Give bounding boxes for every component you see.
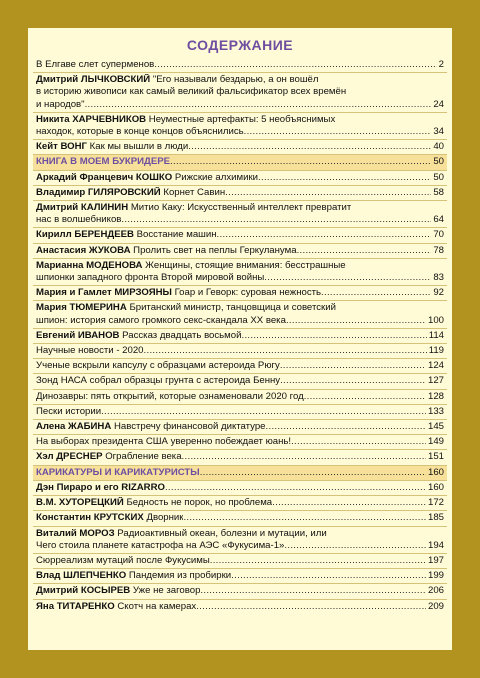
- toc-section[interactable]: [33, 466, 447, 481]
- toc-leader: [244, 126, 432, 138]
- toc-text: [36, 601, 196, 613]
- toc-title: Митио Каку: Искусственный интеллект превратит: [130, 202, 352, 214]
- toc-text: [36, 114, 335, 126]
- toc-leader: [144, 345, 427, 357]
- toc-entry[interactable]: [33, 405, 447, 420]
- toc-title: Чего стоила планете катастрофа на АЭС «Фукусима-1»: [36, 539, 285, 551]
- toc-author: Хэл ДРЕСНЕР: [36, 451, 103, 463]
- toc-text: [36, 260, 346, 272]
- toc-title: Радиоактивный океан, болезни и мутации, или: [117, 527, 327, 539]
- toc-text: [36, 74, 318, 86]
- toc-leader: [188, 141, 431, 153]
- toc-entry[interactable]: [33, 301, 447, 328]
- toc-text: [36, 272, 264, 284]
- toc-title: Как мы вышли в люди: [89, 141, 189, 153]
- toc-title: Ограбление века: [105, 451, 182, 463]
- toc-entry[interactable]: [33, 511, 447, 526]
- toc-author: Владимир ГИЛЯРОВСКИЙ: [36, 186, 161, 198]
- toc-text: [36, 451, 182, 463]
- toc-entry[interactable]: [33, 58, 447, 73]
- toc-entry[interactable]: [33, 286, 447, 301]
- toc-text: [36, 512, 183, 524]
- toc-text: [36, 59, 154, 71]
- toc-entry[interactable]: [33, 420, 447, 435]
- toc-page-number: 199: [427, 570, 444, 582]
- toc-line: [36, 287, 444, 299]
- toc-leader: [321, 287, 431, 299]
- toc-line: [36, 315, 444, 327]
- toc-page-number: 2: [438, 59, 444, 70]
- toc-entry[interactable]: [33, 359, 447, 374]
- toc-entry[interactable]: [33, 113, 447, 140]
- toc-page-number: 160: [427, 466, 444, 478]
- toc-leader: [272, 497, 426, 509]
- toc-title: Женщины, стоящие внимания: бесстрашные: [145, 259, 346, 271]
- toc-line: [36, 421, 444, 433]
- toc-page-number: 58: [433, 186, 444, 198]
- toc-page-number: 127: [427, 375, 444, 387]
- toc-leader: [200, 467, 426, 479]
- toc-leader: [170, 156, 431, 168]
- toc-title: и народов": [36, 98, 85, 110]
- toc-entry[interactable]: [33, 201, 447, 228]
- toc-entry[interactable]: [33, 527, 447, 554]
- toc-leader: [154, 59, 436, 71]
- toc-page-number: 128: [427, 390, 444, 402]
- toc-title: Динозавры: пять открытий, которые ознаменовали 2020 год: [36, 390, 304, 402]
- toc-title: находок, которые в конце концов объяснились: [36, 126, 244, 138]
- toc-text: [36, 245, 297, 257]
- toc-title: Восстание машин: [136, 229, 217, 241]
- toc-line: [36, 330, 444, 342]
- toc-line: [36, 391, 444, 403]
- toc-line: [36, 436, 444, 448]
- toc-title: Пролить свет на пеплы Геркуланума: [133, 244, 297, 256]
- toc-title: КАРИКАТУРЫ И КАРИКАТУРИСТЫ: [36, 466, 200, 478]
- toc-author: Дмитрий КАЛИНИН: [36, 202, 129, 214]
- toc-text: [36, 330, 241, 342]
- toc-page-number: 206: [427, 585, 444, 597]
- toc-title: Научные новости - 2020: [36, 345, 144, 357]
- toc-line: [36, 99, 444, 111]
- toc-page-number: 83: [433, 272, 444, 284]
- toc-text: [36, 172, 258, 184]
- toc-text: [36, 86, 346, 98]
- toc-author: Никита ХАРЧЕВНИКОВ: [36, 113, 147, 125]
- toc-line: [36, 126, 444, 138]
- toc-leader: [280, 375, 426, 387]
- toc-leader: [200, 585, 426, 597]
- toc-text: [36, 406, 101, 418]
- toc-title: Гоар и Геворк: суровая нежность: [174, 287, 322, 299]
- toc-entry[interactable]: [33, 450, 447, 465]
- toc-line: [36, 214, 444, 226]
- toc-text: [36, 585, 200, 597]
- toc-line: [36, 555, 444, 567]
- toc-entry[interactable]: [33, 329, 447, 344]
- toc-text: [36, 375, 280, 387]
- toc-leader: [165, 482, 426, 494]
- toc-line: [36, 187, 444, 199]
- toc-entry[interactable]: [33, 390, 447, 405]
- toc-title: В Елгаве слет суперменов: [36, 59, 155, 70]
- toc-title: Пандемия из пробирки: [128, 570, 232, 582]
- toc-title: Скотч на камерах: [117, 600, 197, 612]
- toc-author: Дэн Пираро и его RIZARRO: [36, 481, 165, 493]
- toc-line: [36, 345, 444, 357]
- toc-leader: [101, 406, 426, 418]
- toc-entry[interactable]: [33, 228, 447, 243]
- toc-line: [36, 451, 444, 463]
- toc-line: [36, 570, 444, 582]
- toc-leader: [304, 391, 426, 403]
- toc-author: Марианна МОДЕНОВА: [36, 259, 143, 271]
- toc-text: [36, 482, 165, 494]
- toc-text: [36, 302, 336, 314]
- toc-title: Ученые вскрыли капсулу с образцами астероида Рюгу: [36, 360, 280, 372]
- contents-page: [28, 28, 452, 650]
- toc-author: Евгений ИВАНОВ: [36, 329, 120, 341]
- toc-page-number: 209: [427, 600, 444, 612]
- toc-title: Рижские алхимики: [174, 171, 259, 183]
- toc-page-number: 151: [427, 451, 444, 463]
- toc-page-number: 100: [427, 314, 444, 326]
- toc-page-number: 78: [433, 244, 444, 256]
- toc-entry[interactable]: [33, 186, 447, 201]
- toc-text: [36, 528, 327, 540]
- toc-line: [36, 497, 444, 509]
- toc-leader: [286, 315, 426, 327]
- toc-author: Кейт ВОНГ: [36, 141, 87, 153]
- toc-author: Мария ТЮМЕРИНА: [36, 302, 127, 314]
- toc-title: Бедность не порок, но проблема: [126, 497, 273, 509]
- toc-entry[interactable]: [33, 481, 447, 496]
- toc-leader: [264, 272, 431, 284]
- toc-leader: [241, 330, 426, 342]
- toc-entry[interactable]: [33, 496, 447, 511]
- toc-author: Влад ШЛЕПЧЕНКО: [36, 570, 127, 582]
- toc-page-number: 145: [427, 421, 444, 433]
- toc-list: [33, 58, 447, 614]
- toc-page-number: 114: [428, 329, 444, 341]
- toc-author: Дмитрий ЛЫЧКОВСКИЙ: [36, 74, 151, 86]
- toc-page-number: 40: [433, 141, 444, 153]
- toc-leader: [231, 570, 426, 582]
- toc-text: [36, 214, 121, 226]
- toc-author: Аркадий Францевич КОШКО: [36, 171, 173, 183]
- toc-author: Мария и Гамлет МИРЗОЯНЫ: [36, 287, 172, 299]
- toc-title: Неуместные артефакты: 5 необъяснимых: [148, 113, 336, 125]
- toc-page-number: 24: [433, 98, 444, 110]
- toc-title: шпион: история самого громкого секс-скандала XX века: [36, 314, 286, 326]
- toc-title: Британский министр, танцовщица и советский: [129, 302, 336, 314]
- toc-page-number: 133: [427, 405, 444, 417]
- toc-title: Пески истории: [36, 405, 102, 417]
- toc-line: [36, 114, 444, 126]
- toc-author: Яна ТИТАРЕНКО: [36, 600, 115, 612]
- toc-title: Уже не заговор: [132, 585, 201, 597]
- toc-leader: [217, 229, 432, 241]
- toc-leader: [291, 436, 426, 448]
- toc-text: [36, 360, 280, 372]
- toc-entry[interactable]: [33, 584, 447, 599]
- toc-page-number: 160: [427, 481, 444, 493]
- toc-text: [36, 345, 144, 357]
- toc-title: На выборах президента США уверенно побеждает юань!: [36, 436, 292, 448]
- toc-page-number: 64: [433, 214, 444, 226]
- toc-author: Алена ЖАБИНА: [36, 421, 112, 433]
- toc-title: Зонд НАСА собрал образцы грунта с астероида Бенну: [36, 375, 281, 387]
- toc-text: [36, 141, 188, 153]
- toc-line: [36, 141, 444, 153]
- toc-line: [36, 74, 444, 86]
- toc-title: Рассказ двадцать восьмой: [122, 329, 242, 341]
- toc-page-number: 172: [427, 497, 444, 509]
- toc-page-number: 185: [427, 512, 444, 524]
- toc-leader: [210, 555, 426, 567]
- toc-entry[interactable]: [33, 140, 447, 155]
- toc-entry[interactable]: [33, 259, 447, 286]
- toc-author: Дмитрий КОСЫРЕВ: [36, 585, 131, 597]
- toc-text: [36, 540, 284, 552]
- toc-page-number: 34: [433, 126, 444, 138]
- toc-line: [36, 229, 444, 241]
- toc-text: [36, 126, 244, 138]
- toc-line: [36, 360, 444, 372]
- toc-line: [36, 540, 444, 552]
- toc-page-number: 197: [427, 554, 444, 566]
- toc-entry[interactable]: [33, 374, 447, 389]
- toc-section[interactable]: [33, 155, 447, 170]
- toc-author: Кирилл БЕРЕНДЕЕВ: [36, 229, 134, 241]
- toc-text: [36, 315, 286, 327]
- toc-line: [36, 302, 444, 314]
- toc-title: шпионки западного фронта Второй мировой войны: [36, 272, 265, 284]
- toc-page-number: 149: [427, 436, 444, 448]
- toc-line: [36, 245, 444, 257]
- toc-leader: [284, 540, 426, 552]
- toc-title: Навстречу финансовой диктатуре: [113, 421, 266, 433]
- toc-entry[interactable]: [33, 73, 447, 113]
- toc-entry[interactable]: [33, 344, 447, 359]
- toc-title: в историю живописи как самый великий фальсификатор всех времён: [36, 86, 347, 98]
- toc-line: [36, 406, 444, 418]
- toc-title: "Его называли бездарью, а он вошёл: [152, 74, 319, 86]
- toc-title: Сюрреализм мутаций после Фукусимы: [36, 554, 210, 566]
- toc-line: [36, 59, 444, 71]
- toc-page-number: 92: [433, 287, 444, 299]
- toc-author: В.М. ХУТОРЕЦКИЙ: [36, 497, 124, 509]
- toc-line: [36, 467, 444, 479]
- toc-text: [36, 570, 231, 582]
- toc-entry[interactable]: [33, 569, 447, 584]
- toc-page-number: 119: [428, 345, 444, 357]
- toc-leader: [85, 99, 432, 111]
- toc-title: Дворник: [146, 512, 184, 524]
- toc-entry[interactable]: [33, 171, 447, 186]
- toc-text: [36, 156, 170, 168]
- toc-leader: [266, 421, 426, 433]
- toc-line: [36, 528, 444, 540]
- toc-entry[interactable]: [33, 435, 447, 450]
- toc-text: [36, 99, 85, 111]
- toc-text: [36, 497, 272, 509]
- toc-author: Анастасия ЖУКОВА: [36, 244, 131, 256]
- toc-title: КНИГА В МОЕМ БУКРИДЕРЕ: [36, 156, 171, 168]
- toc-leader: [182, 451, 426, 463]
- toc-page-number: 50: [433, 171, 444, 183]
- toc-page-number: 124: [427, 360, 444, 372]
- toc-line: [36, 202, 444, 214]
- toc-author: Константин КРУТСКИХ: [36, 512, 144, 524]
- toc-line: [36, 156, 444, 168]
- toc-leader: [297, 245, 432, 257]
- toc-leader: [225, 187, 431, 199]
- toc-entry[interactable]: [33, 554, 447, 569]
- toc-line: [36, 272, 444, 284]
- toc-line: [36, 512, 444, 524]
- toc-text: [36, 187, 225, 199]
- toc-line: [36, 375, 444, 387]
- toc-text: [36, 421, 266, 433]
- toc-line: [36, 172, 444, 184]
- toc-entry[interactable]: [33, 600, 447, 614]
- toc-line: [36, 86, 444, 98]
- toc-leader: [196, 601, 426, 613]
- toc-text: [36, 287, 321, 299]
- toc-title: нас в волшебников: [36, 214, 122, 226]
- toc-line: [36, 260, 444, 272]
- toc-line: [36, 585, 444, 597]
- toc-text: [36, 229, 217, 241]
- toc-author: Виталий МОРОЗ: [36, 527, 115, 539]
- toc-text: [36, 555, 210, 567]
- toc-entry[interactable]: [33, 244, 447, 259]
- toc-leader: [258, 172, 431, 184]
- toc-page-number: 50: [433, 156, 444, 168]
- toc-leader: [183, 512, 426, 524]
- toc-line: [36, 601, 444, 613]
- toc-line: [36, 482, 444, 494]
- toc-title: Корнет Савин: [163, 186, 226, 198]
- page-title: СОДЕРЖАНИЕ: [186, 37, 294, 53]
- toc-text: [36, 202, 351, 214]
- toc-text: [36, 391, 304, 403]
- toc-page-number: 194: [427, 539, 444, 551]
- toc-leader: [280, 360, 426, 372]
- toc-text: [36, 467, 200, 479]
- toc-text: [36, 436, 291, 448]
- toc-leader: [121, 214, 431, 226]
- toc-page-number: 70: [433, 229, 444, 241]
